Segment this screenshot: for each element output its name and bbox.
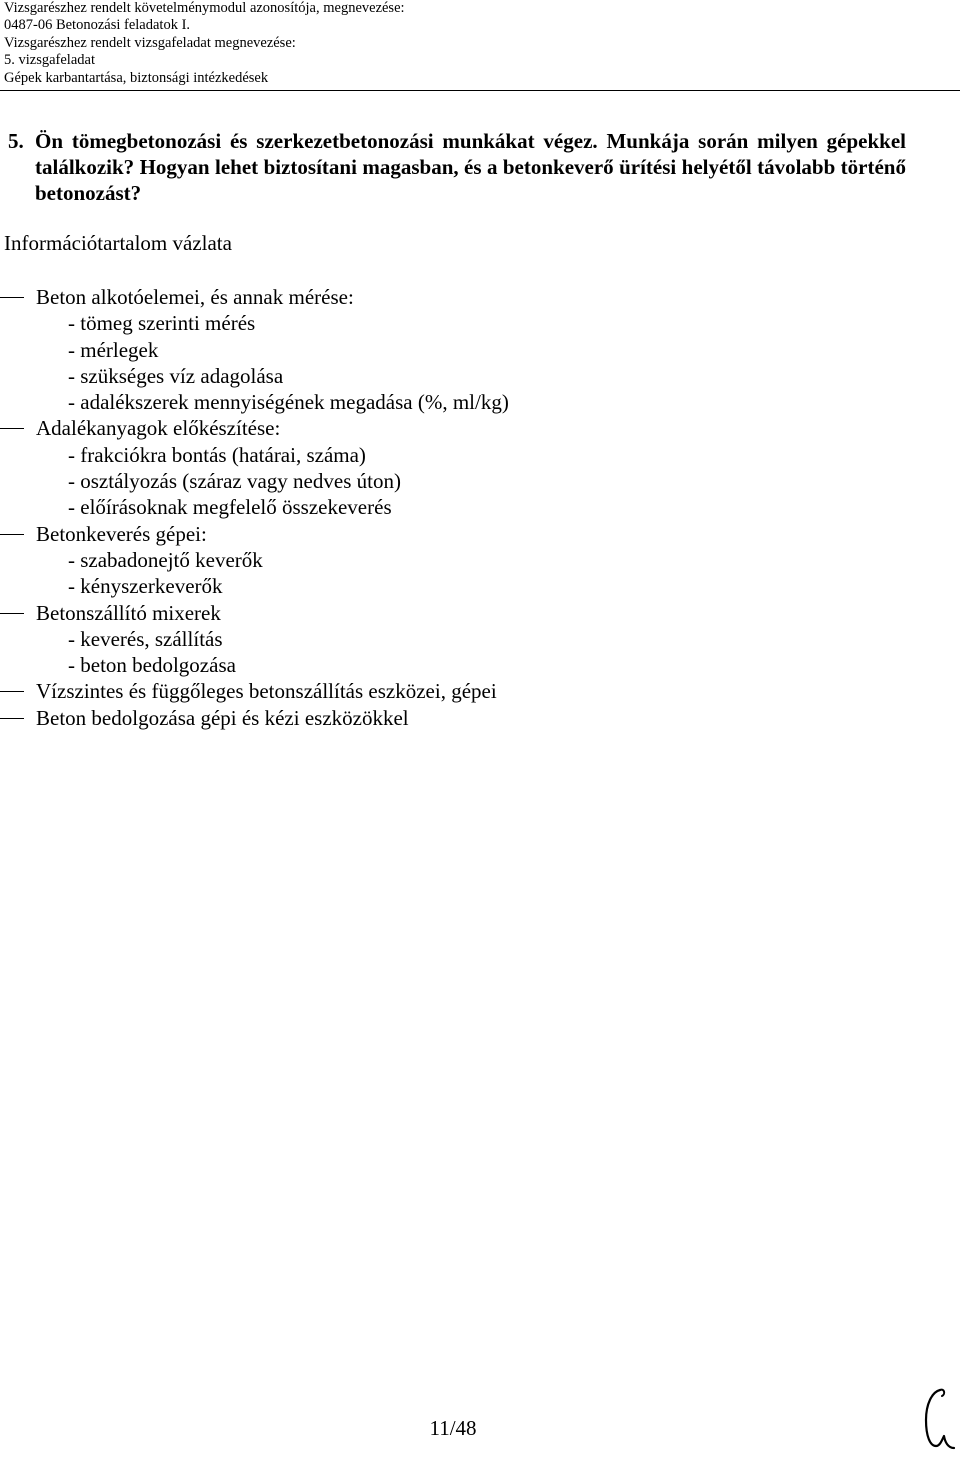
header-divider bbox=[0, 90, 960, 91]
task-text: Ön tömegbetonozási és szerkezetbetonozási munkákat végez. Munkája során milyen gépekkel találkozik? Hogyan lehet biztosítani magasban, és a betonkeverő ürítési helyétől távolabb történő betonozást? bbox=[35, 129, 906, 205]
page-number: 11/48 bbox=[429, 1416, 477, 1440]
outline-subitem: - tömeg szerinti mérés bbox=[68, 311, 256, 336]
outline-item-label: Beton alkotóelemei, és annak mérése: bbox=[36, 285, 354, 309]
task-number: 5. bbox=[8, 129, 24, 153]
dash-bullet-icon bbox=[0, 718, 24, 719]
header-line-module-id: 0487-06 Betonozási feladatok I. bbox=[4, 17, 191, 34]
outline-item-label: Betonszállító mixerek bbox=[36, 600, 221, 625]
outline-item bbox=[0, 600, 920, 679]
outline-subitem: - frakciókra bontás (határai, száma) bbox=[68, 442, 366, 467]
header-line-task-name: Gépek karbantartása, biztonsági intézkedések bbox=[4, 69, 269, 86]
outline-item-label: Betonkeverés gépei: bbox=[36, 521, 207, 546]
outline-heading: Információtartalom vázlata bbox=[4, 231, 232, 255]
outline-item-label: Adalékanyagok előkészítése: bbox=[36, 416, 281, 441]
outline-subitem: - szabadonejtő keverők bbox=[68, 547, 263, 572]
outline-subitem: - adalékszerek mennyiségének megadása (%, ml/kg) bbox=[68, 390, 509, 415]
outline-item bbox=[0, 284, 920, 415]
outline-subitem: - osztályozás (száraz vagy nedves úton) bbox=[68, 469, 401, 494]
dash-bullet-icon bbox=[0, 613, 24, 614]
page-header bbox=[4, 0, 904, 87]
outline-subitem: - kényszerkeverők bbox=[68, 574, 223, 599]
dash-bullet-icon bbox=[0, 297, 24, 298]
header-line-task-label: Vizsgarészhez rendelt vizsgafeladat megnevezése: bbox=[4, 34, 296, 51]
outline-subitem: - keverés, szállítás bbox=[68, 626, 223, 651]
outline-item-label: Vízszintes és függőleges betonszállítás eszközei, gépei bbox=[36, 679, 497, 704]
header-line-task-id: 5. vizsgafeladat bbox=[4, 52, 95, 69]
outline-item bbox=[0, 415, 920, 520]
outline-subitem: - szükséges víz adagolása bbox=[68, 363, 284, 388]
outline-subitem: - előírásoknak megfelelő összekeverés bbox=[68, 495, 392, 520]
header-line-module-label: Vizsgarészhez rendelt követelménymodul azonosítója, megnevezése: bbox=[4, 0, 405, 16]
handwritten-initial-signature bbox=[918, 1384, 958, 1456]
outline-subitem: - mérlegek bbox=[68, 337, 159, 362]
outline-list bbox=[0, 284, 920, 731]
dash-bullet-icon bbox=[0, 534, 24, 535]
outline-item-label: Beton bedolgozása gépi és kézi eszközökkel bbox=[36, 705, 409, 730]
dash-bullet-icon bbox=[0, 428, 24, 429]
outline-item bbox=[0, 678, 920, 704]
task-question bbox=[8, 128, 906, 206]
outline-subitem: - beton bedolgozása bbox=[68, 653, 236, 678]
dash-bullet-icon bbox=[0, 691, 24, 692]
outline-item bbox=[0, 705, 920, 731]
outline-item bbox=[0, 521, 920, 600]
